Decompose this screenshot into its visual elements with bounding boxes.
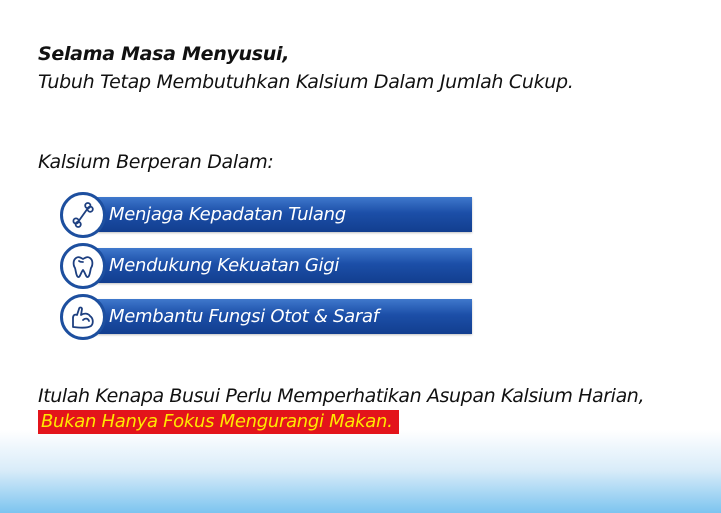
closing-line: Itulah Kenapa Busui Perlu Memperhatikan Asupan Kalsium Harian,	[38, 385, 645, 407]
bone-icon	[60, 192, 106, 238]
intro-title: Selama Masa Menyusui,	[38, 43, 290, 65]
closing-highlight: Bukan Hanya Fokus Mengurangi Makan.	[38, 410, 399, 434]
role-label: Mendukung Kekuatan Gigi	[109, 255, 340, 276]
intro-line: Tubuh Tetap Membutuhkan Kalsium Dalam Jumlah Cukup.	[38, 71, 574, 93]
role-label: Membantu Fungsi Otot & Saraf	[109, 306, 379, 327]
tooth-icon	[60, 243, 106, 289]
roles-heading: Kalsium Berperan Dalam:	[38, 151, 274, 173]
role-item-bone-density	[60, 192, 472, 238]
role-item-teeth-strength	[60, 243, 472, 289]
flexed-arm-icon	[60, 294, 106, 340]
role-item-muscle-nerve	[60, 294, 472, 340]
role-label: Menjaga Kepadatan Tulang	[109, 204, 346, 225]
